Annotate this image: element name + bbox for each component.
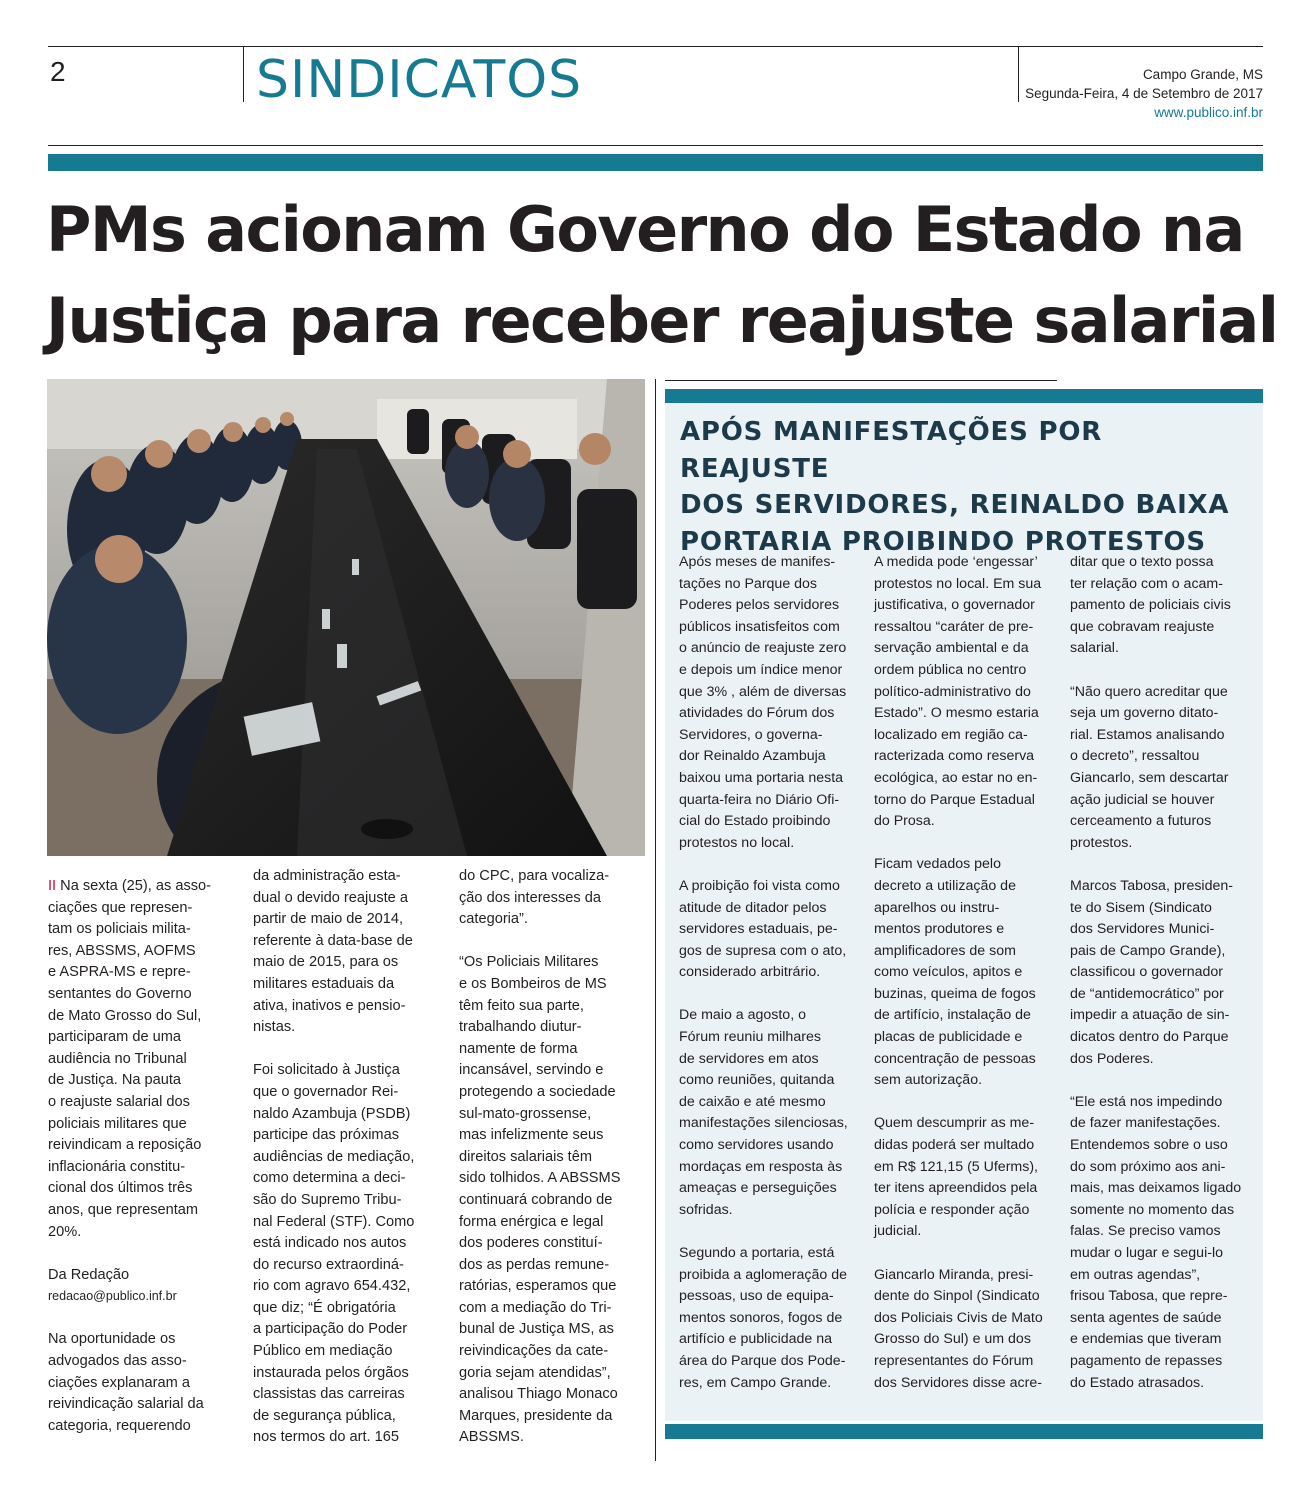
article-column-3 xyxy=(459,866,651,1449)
text-line: aparelhos ou instru- xyxy=(874,899,1000,916)
text-line: dos poderes constituí- xyxy=(459,1235,603,1252)
text-line: pamento de policiais civis xyxy=(1070,597,1231,614)
text-line: dos Servidores Munici- xyxy=(1070,921,1215,938)
text-line: como veículos, apitos e xyxy=(874,964,1023,981)
paragraph-marker: II xyxy=(48,878,61,894)
text-line: incansável, servindo e xyxy=(459,1062,604,1079)
text-line: ter relação com o acam- xyxy=(1070,575,1223,592)
text-line: salarial. xyxy=(1070,640,1119,657)
text-line: didas poderá ser multado xyxy=(874,1137,1035,1154)
text-line: como determina a deci- xyxy=(253,1170,406,1187)
text-line: instaurada pelos órgãos xyxy=(253,1364,409,1381)
text-line: goria sejam atendidas”, xyxy=(459,1364,611,1381)
text-line: dos Policiais Civis de Mato xyxy=(874,1309,1043,1326)
sidebar-title-line: PORTARIA PROIBINDO PROTESTOS xyxy=(680,526,1206,557)
text-line: somente no momento das xyxy=(1070,1201,1235,1218)
text-line: Segundo a portaria, está xyxy=(679,1245,835,1261)
text-line: que o governador Rei- xyxy=(253,1083,399,1100)
text-line: concentração de pessoas xyxy=(874,1050,1036,1067)
text-line: judicial. xyxy=(874,1223,922,1240)
text-line: dente do Sinpol (Sindicato xyxy=(874,1288,1040,1305)
text-line: reivindicação salarial da xyxy=(48,1396,204,1413)
text-line: Na oportunidade os xyxy=(48,1331,176,1348)
text-line: advogados das asso- xyxy=(48,1353,187,1370)
text-line: do CPC, para vocaliza- xyxy=(459,868,610,884)
text-line: mordaças em resposta às xyxy=(679,1158,843,1175)
text-line: e ASPRA-MS e repre- xyxy=(48,964,191,981)
text-line: A proibição foi vista como xyxy=(679,877,840,894)
text-line: Giancarlo Miranda, presi- xyxy=(874,1266,1034,1283)
text-line: sul-mato-grossense, xyxy=(459,1105,592,1122)
text-line: analisou Thiago Monaco xyxy=(459,1386,618,1403)
text-line: maio de 2015, para os xyxy=(253,954,399,971)
text-line: atitude de ditador pelos xyxy=(679,899,827,916)
text-line: dor Reinaldo Azambuja xyxy=(679,748,826,765)
column-divider xyxy=(655,379,656,1461)
text-line: categoria”. xyxy=(459,911,528,928)
text-line: Estado”. O mesmo estaria xyxy=(874,705,1039,722)
header-right-rule xyxy=(1018,46,1019,102)
masthead-date: Segunda-Feira, 4 de Setembro de 2017 xyxy=(1025,86,1263,101)
text-line: rial. Estamos analisando xyxy=(1070,726,1225,743)
text-line: A medida pode ‘engessar’ xyxy=(874,554,1038,570)
text-line: dos Servidores disse acre- xyxy=(874,1374,1042,1391)
header-left-rule xyxy=(243,46,244,102)
sidebar-bottom-bar xyxy=(665,1424,1263,1439)
sidebar-column-3 xyxy=(1070,552,1260,1394)
text-line: servidores estaduais, pe- xyxy=(679,921,838,938)
headline-line-2: Justiça para receber reajuste salarial xyxy=(46,284,1278,357)
text-line: reivindicam a reposição xyxy=(48,1137,202,1154)
text-line: como reuniões, quitanda xyxy=(679,1072,835,1089)
text-line: senta agentes de saúde xyxy=(1070,1309,1222,1326)
text-line: classificou o governador xyxy=(1070,964,1223,981)
text-line: 20%. xyxy=(48,1223,82,1240)
text-line: seja um governo ditato- xyxy=(1070,705,1219,722)
text-line: continuará cobrando de xyxy=(459,1191,613,1208)
text-line: ordem pública no centro xyxy=(874,661,1027,678)
text-line: torno do Parque Estadual xyxy=(874,791,1035,808)
article-column-1 xyxy=(48,876,238,1437)
text-line: e os Bombeiros de MS xyxy=(459,975,607,992)
text-line: classistas das carreiras xyxy=(253,1386,405,1403)
text-line: namente de forma xyxy=(459,1040,578,1057)
text-line: Público em mediação xyxy=(253,1343,393,1360)
text-line: sofridas. xyxy=(679,1201,733,1218)
text-line: “Não quero acreditar que xyxy=(1070,683,1228,700)
text-line: são do Supremo Tribu- xyxy=(253,1191,402,1208)
text-line: do recurso extraordiná- xyxy=(253,1256,404,1273)
text-line: Servidores, o governa- xyxy=(679,726,823,743)
text-line: nal Federal (STF). Como xyxy=(253,1213,415,1230)
text-line: policiais militares que xyxy=(48,1115,187,1132)
text-line: Poderes pelos servidores xyxy=(679,597,840,614)
text-line: audiências de mediação, xyxy=(253,1148,415,1165)
text-line: militares estaduais da xyxy=(253,975,395,992)
text-line: que 3% , além de diversas xyxy=(679,683,847,700)
text-line: do Estado atrasados. xyxy=(1070,1374,1205,1391)
text-line: Ficam vedados pelo xyxy=(874,856,1001,873)
text-line: Grosso do Sul) e um dos xyxy=(874,1331,1031,1348)
text-line: de fazer manifestações. xyxy=(1070,1115,1221,1132)
text-line: ativa, inativos e pensio- xyxy=(253,997,406,1014)
text-line: localizado em região ca- xyxy=(874,726,1028,743)
sidebar-title-line: DOS SERVIDORES, REINALDO BAIXA xyxy=(680,490,1230,520)
text-line: Quem descumprir as me- xyxy=(874,1115,1035,1132)
text-line: cerceamento a futuros xyxy=(1070,813,1212,830)
text-line: a participação do Poder xyxy=(253,1321,408,1338)
header-top-rule xyxy=(48,46,1263,47)
text-line: racterizada como reserva xyxy=(874,748,1035,765)
text-line: impedir a atuação de sin- xyxy=(1070,1007,1230,1024)
text-line: mentos produtores e xyxy=(874,921,1005,938)
text-line: De maio a agosto, o xyxy=(679,1007,806,1024)
text-line: de Mato Grosso do Sul, xyxy=(48,1007,202,1024)
text-line: têm feito sua parte, xyxy=(459,997,584,1014)
text-line: falas. Se preciso vamos xyxy=(1070,1223,1221,1240)
text-line: protestos. xyxy=(1070,834,1133,851)
text-line: do som próximo aos ani- xyxy=(1070,1158,1226,1175)
text-line: ter itens apreendidos pela xyxy=(874,1180,1038,1197)
text-line: protestos no local. Em sua xyxy=(874,575,1042,592)
text-line: ABSSMS. xyxy=(459,1429,524,1446)
text-line: com a mediação do Tri- xyxy=(459,1299,612,1316)
text-line: mais, mas deixamos ligado xyxy=(1070,1180,1242,1197)
text-line: referente à data-base de xyxy=(253,932,413,949)
text-line: frisou Tabosa, que repre- xyxy=(1070,1288,1228,1305)
text-line: que diz; “É obrigatória xyxy=(253,1299,396,1316)
text-line: nos termos do art. 165 xyxy=(253,1429,400,1446)
text-line: ciações que represen- xyxy=(48,899,193,916)
text-line: quarta-feira no Diário Ofi- xyxy=(679,791,840,808)
text-line: mentos sonoros, fogos de xyxy=(679,1309,843,1326)
text-line: mas infelizmente seus xyxy=(459,1127,604,1144)
text-line: proibida a aglomeração de xyxy=(679,1266,847,1283)
text-line: dual o devido reajuste a xyxy=(253,889,408,906)
text-line: ecológica, ao estar no en- xyxy=(874,769,1038,786)
text-line: da administração esta- xyxy=(253,868,401,884)
text-line: sentantes do Governo xyxy=(48,985,192,1002)
text-line: ressaltou “caráter de pre- xyxy=(874,618,1034,635)
text-line: o reajuste salarial dos xyxy=(48,1093,190,1110)
text-line: protegendo a sociedade xyxy=(459,1083,616,1100)
header-accent-bar xyxy=(48,154,1263,171)
text-line: artifício e publicidade na xyxy=(679,1331,833,1348)
meeting-photo-icon xyxy=(47,379,645,856)
text-line: dos as perdas remune- xyxy=(459,1256,610,1273)
section-title: SINDICATOS xyxy=(256,50,583,110)
masthead-website[interactable]: www.publico.inf.br xyxy=(1154,105,1263,120)
text-line: forma enérgica e legal xyxy=(459,1213,604,1230)
text-line: manifestações silenciosas, xyxy=(679,1115,848,1132)
text-line: bunal de Justiça MS, as xyxy=(459,1321,614,1338)
page-number: 2 xyxy=(50,56,66,87)
sidebar-top-rule xyxy=(665,380,1057,381)
text-line: área do Parque dos Pode- xyxy=(679,1352,846,1369)
masthead-city: Campo Grande, MS xyxy=(1142,67,1263,82)
article-column-2 xyxy=(253,866,448,1449)
text-line: Fórum reuniu milhares xyxy=(679,1029,821,1046)
headline-line-1: PMs acionam Governo do Estado na xyxy=(46,193,1244,266)
text-line: justificativa, o governador xyxy=(874,597,1035,614)
text-line: decreto a utilização de xyxy=(874,877,1016,894)
text-line: polícia e responder ação xyxy=(874,1201,1030,1218)
text-line: Após meses de manifes- xyxy=(679,554,836,570)
header-bottom-rule xyxy=(48,145,1263,146)
text-line: atividades do Fórum dos xyxy=(679,705,835,722)
text-line: servação ambiental e da xyxy=(874,640,1029,657)
text-line: como servidores usando xyxy=(679,1137,834,1154)
text-line: placas de publicidade e xyxy=(874,1029,1023,1046)
text-line: ameaças e perseguições xyxy=(679,1180,837,1197)
text-line: pagamento de repasses xyxy=(1070,1352,1223,1369)
text-line: Entendemos sobre o uso xyxy=(1070,1137,1228,1154)
text-line: “Ele está nos impedindo xyxy=(1070,1093,1223,1110)
text-line: ção dos interesses da xyxy=(459,889,601,906)
text-line: do Prosa. xyxy=(874,813,935,830)
text-line: participe das próximas xyxy=(253,1127,400,1144)
text-line: “Os Policiais Militares xyxy=(459,954,599,971)
text-line: nistas. xyxy=(253,1019,296,1036)
text-line: representantes do Fórum xyxy=(874,1352,1034,1369)
text-line: Marcos Tabosa, presiden- xyxy=(1070,877,1233,894)
text-line: Marques, presidente da xyxy=(459,1407,613,1424)
text-line: dicatos dentro do Parque xyxy=(1070,1029,1229,1046)
text-line: audiência no Tribunal xyxy=(48,1050,187,1067)
text-line: de caixão e até mesmo xyxy=(679,1093,826,1110)
text-line: naldo Azambuja (PSDB) xyxy=(253,1105,411,1122)
text-line: categoria, requerendo xyxy=(48,1417,191,1434)
text-line: sem autorização. xyxy=(874,1072,983,1089)
byline: Da Redação xyxy=(48,1266,130,1283)
text-line: reivindicações da cate- xyxy=(459,1343,609,1360)
text-line: protestos no local. xyxy=(679,834,795,851)
text-line: res, em Campo Grande. xyxy=(679,1374,832,1391)
text-line: dos Poderes. xyxy=(1070,1050,1154,1067)
masthead-info xyxy=(1025,65,1263,122)
text-line: amplificadores de som xyxy=(874,942,1016,959)
text-line: baixou uma portaria nesta xyxy=(679,769,844,786)
text-line: ratórias, esperamos que xyxy=(459,1278,617,1295)
text-line: está indicado nos autos xyxy=(253,1235,407,1252)
text-line: rio com agravo 654.432, xyxy=(253,1278,411,1295)
text-line: de artifício, instalação de xyxy=(874,1007,1031,1024)
text-line: o decreto”, ressaltou xyxy=(1070,748,1200,765)
text-line: cial do Estado proibindo xyxy=(679,813,831,830)
text-line: públicos insatisfeitos com xyxy=(679,618,840,635)
text-line: de servidores em atos xyxy=(679,1050,819,1067)
text-line: anos, que representam xyxy=(48,1201,199,1218)
text-line: pessoas, uso de equipa- xyxy=(679,1288,834,1305)
text-line: de Justiça. Na pauta xyxy=(48,1072,182,1089)
text-line: partir de maio de 2014, xyxy=(253,911,404,928)
meeting-photo xyxy=(47,379,645,856)
text-line: ciações explanaram a xyxy=(48,1374,190,1391)
sidebar-column-1 xyxy=(679,552,865,1394)
byline-email[interactable]: redacao@publico.inf.br xyxy=(48,1289,177,1304)
text-line: que cobravam reajuste xyxy=(1070,618,1215,635)
text-line: pais de Campo Grande), xyxy=(1070,942,1226,959)
text-line: Foi solicitado à Justiça xyxy=(253,1062,400,1079)
text-line: e depois um índice menor xyxy=(679,661,843,678)
sidebar-column-2 xyxy=(874,552,1060,1394)
sidebar-title xyxy=(680,414,1255,560)
text-line: te do Sisem (Sindicato xyxy=(1070,899,1212,916)
text-line: mudar o lugar e segui-lo xyxy=(1070,1245,1223,1261)
text-line: buzinas, queima de fogos xyxy=(874,985,1036,1002)
text-line: considerado arbitrário. xyxy=(679,964,821,981)
text-line: direitos salariais têm xyxy=(459,1148,593,1165)
article-col1-para-1 xyxy=(48,876,238,1243)
text-line: político-administrativo do xyxy=(874,683,1031,700)
text-line: res, ABSSMS, AOFMS xyxy=(48,942,196,959)
text-line: sido tolhidos. A ABSSMS xyxy=(459,1170,621,1187)
text-line: de “antidemocrático” por xyxy=(1070,985,1224,1002)
text-line: participaram de uma xyxy=(48,1029,182,1046)
text-line: gos de supresa com o ato, xyxy=(679,942,847,959)
text-line: Giancarlo, sem descartar xyxy=(1070,769,1229,786)
text-line: ação judicial se houver xyxy=(1070,791,1215,808)
text-line: de segurança pública, xyxy=(253,1407,396,1424)
sidebar-title-line: APÓS MANIFESTAÇÕES POR REAJUSTE xyxy=(680,417,1103,484)
text-line: tações no Parque dos xyxy=(679,575,818,592)
text-line: ditar que o texto possa xyxy=(1070,554,1214,570)
text-line: cional dos últimos três xyxy=(48,1180,193,1197)
text-line: em outras agendas”, xyxy=(1070,1266,1201,1283)
headline xyxy=(46,184,1276,366)
text-line: inflacionária constitu- xyxy=(48,1158,186,1175)
text-line: em R$ 121,15 (5 Uferms), xyxy=(874,1158,1039,1175)
text-line: trabalhando diutur- xyxy=(459,1019,582,1036)
text-line: Na sexta (25), as asso- xyxy=(60,878,212,894)
text-line: o anúncio de reajuste zero xyxy=(679,640,847,657)
text-line: tam os policiais milita- xyxy=(48,921,191,938)
sidebar-top-bar xyxy=(665,389,1263,403)
text-line: e endemias que tiveram xyxy=(1070,1331,1222,1348)
